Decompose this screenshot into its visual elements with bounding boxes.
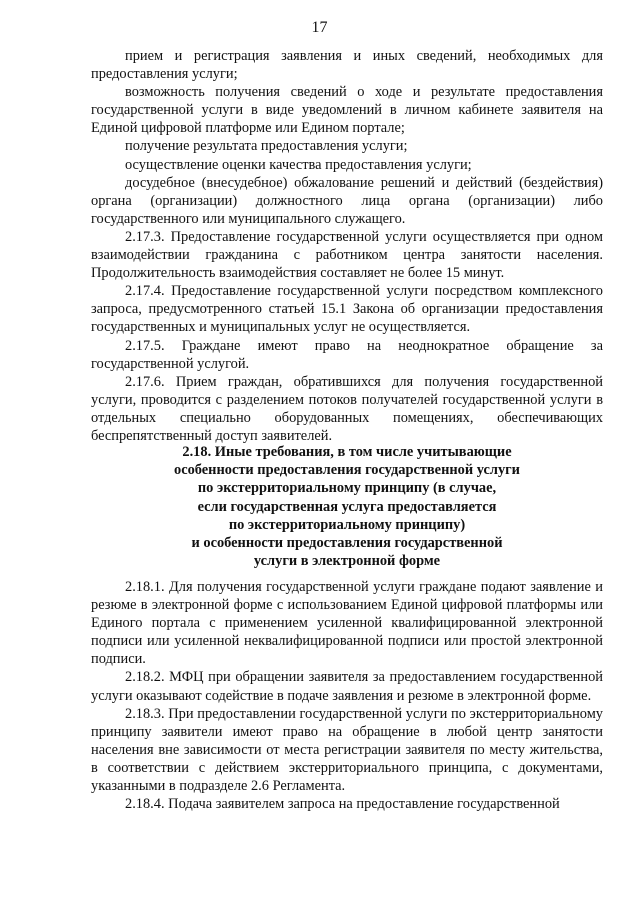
section-heading-line: по экстерриториальному принципу (в случае, (197, 480, 497, 497)
section-heading-line: по экстерриториальному принципу) (228, 516, 466, 533)
paragraph: возможность получения сведений о ходе и результате предоставления государственной услуги в виде уведомлений в личном кабинете заявителя на Единой цифровой платформе или Едином портале; (91, 84, 603, 137)
paragraph: 2.17.4. Предоставление государственной услуги посредством комплексного запроса, предусмотренного статьей 15.1 Закона об организации предоставления государственных и муниципальных услуг не осуществляется. (91, 283, 603, 336)
paragraph: 2.18.2. МФЦ при обращении заявителя за предоставлением государственной услуги оказывают содействие в подаче заявления и резюме в электронной форме. (91, 669, 603, 704)
paragraph: прием и регистрация заявления и иных сведений, необходимых для предоставления услуги; (91, 48, 603, 83)
paragraph: 2.17.3. Предоставление государственной услуги осуществляется при одном взаимодействии гражданина с работником центра занятости населения. Продолжительность взаимодействия составляет не более 15 минут. (91, 228, 603, 282)
paragraph: 2.18.1. Для получения государственной услуги граждане подают заявление и резюме в электронной форме с использованием Единой цифровой платформы или Единого портала с применением усиленной квалифицированной электронной подписи или усиленной неквалифицированной подписи или простой электронной подписи. (91, 579, 603, 668)
section-heading-line: если государственная услуга предоставляется (197, 498, 497, 515)
paragraph: досудебное (внесудебное) обжалование решений и действий (бездействия) органа (организации) должностного лица органа (организации) либо государственного или муниципального служащего. (91, 174, 603, 227)
page-number: 17 (311, 19, 328, 36)
section-heading-line: и особенности предоставления государственной (191, 535, 503, 552)
section-heading-line: особенности предоставления государственной услуги (174, 462, 520, 479)
paragraph: осуществление оценки качества предоставления услуги; (125, 156, 472, 173)
paragraph: 2.17.6. Прием граждан, обратившихся для получения государственной услуги, проводится с разделением потоков получателей государственной услуги в отдельных специально оборудованных помещениях, обеспечивающих беспрепятственный доступ заявителей. (91, 373, 603, 444)
section-heading (91, 443, 603, 570)
paragraph: 2.17.5. Граждане имеют право на неоднократное обращение за государственной услугой. (91, 337, 603, 372)
bottom-text-block (91, 578, 603, 813)
section-heading-line: 2.18. Иные требования, в том числе учитывающие (182, 444, 512, 460)
section-heading-line: услуги в электронной форме (253, 553, 441, 570)
paragraph: получение результата предоставления услуги; (125, 138, 408, 155)
top-text-block (91, 47, 603, 445)
paragraph: 2.18.4. Подача заявителем запроса на предоставление государственной (125, 796, 560, 813)
paragraph: 2.18.3. При предоставлении государственной услуги по экстерриториальному принципу заявители имеют право на обращение в любой центр занятости населения вне зависимости от места регистрации заявителя по месту жительства, в соответствии с действием экстерриториального принципа, с документами, указанными в подразделе 2.6 Регламента. (91, 705, 603, 795)
